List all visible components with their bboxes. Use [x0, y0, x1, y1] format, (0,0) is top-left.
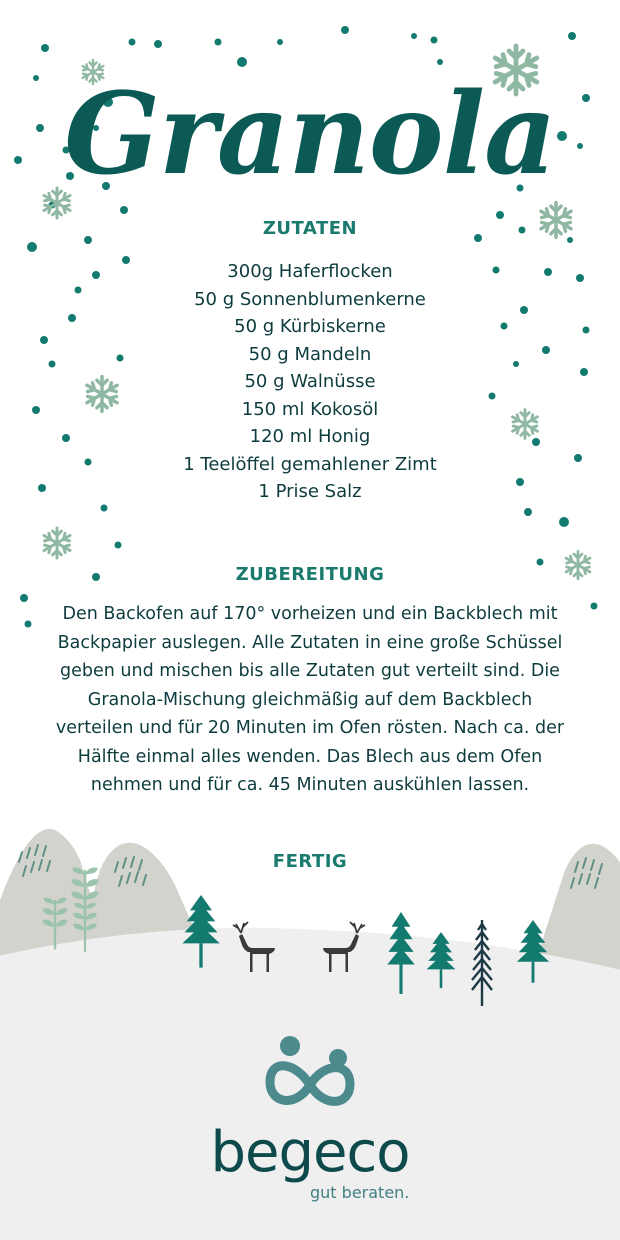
ingredient-item: 50 g Sonnenblumenkerne: [194, 288, 426, 310]
ingredient-item: 50 g Walnüsse: [244, 371, 376, 392]
ingredient-item: 120 ml Honig: [249, 426, 371, 447]
ingredient-item: 50 g Kürbiskerne: [234, 316, 386, 337]
ingredient-item: 150 ml Kokosöl: [241, 398, 379, 420]
ingredient-list: [0, 258, 620, 506]
brand-tagline: gut beraten.: [310, 1183, 410, 1202]
preparation-heading: ZUBEREITUNG: [235, 564, 385, 585]
preparation-text: Den Backofen auf 170° vorheizen und ein Backblech mit Backpapier auslegen. Alle Zutaten in eine große Schüssel geben und mischen bis alle Zutaten gut verteilt sind. Die Granola-Mischung gleichmäßig auf dem Backblech verteilen und für 20 Minuten im Ofen rösten. Nach ca. der Hälfte einmal alles wenden. Das Blech aus dem Ofen nehmen und für ca. 45 Minuten auskühlen lassen.: [55, 604, 565, 795]
page-title: Granola: [64, 69, 556, 200]
ingredient-item: 1 Teelöffel gemahlener Zimt: [183, 453, 437, 475]
brand-name: begeco: [210, 1120, 410, 1185]
ingredient-item: 50 g Mandeln: [248, 343, 372, 365]
ingredient-item: 300g Haferflocken: [227, 261, 393, 282]
done-heading: FERTIG: [272, 851, 348, 872]
ingredients-heading: ZUTATEN: [262, 218, 358, 239]
ingredient-item: 1 Prise Salz: [258, 481, 362, 502]
